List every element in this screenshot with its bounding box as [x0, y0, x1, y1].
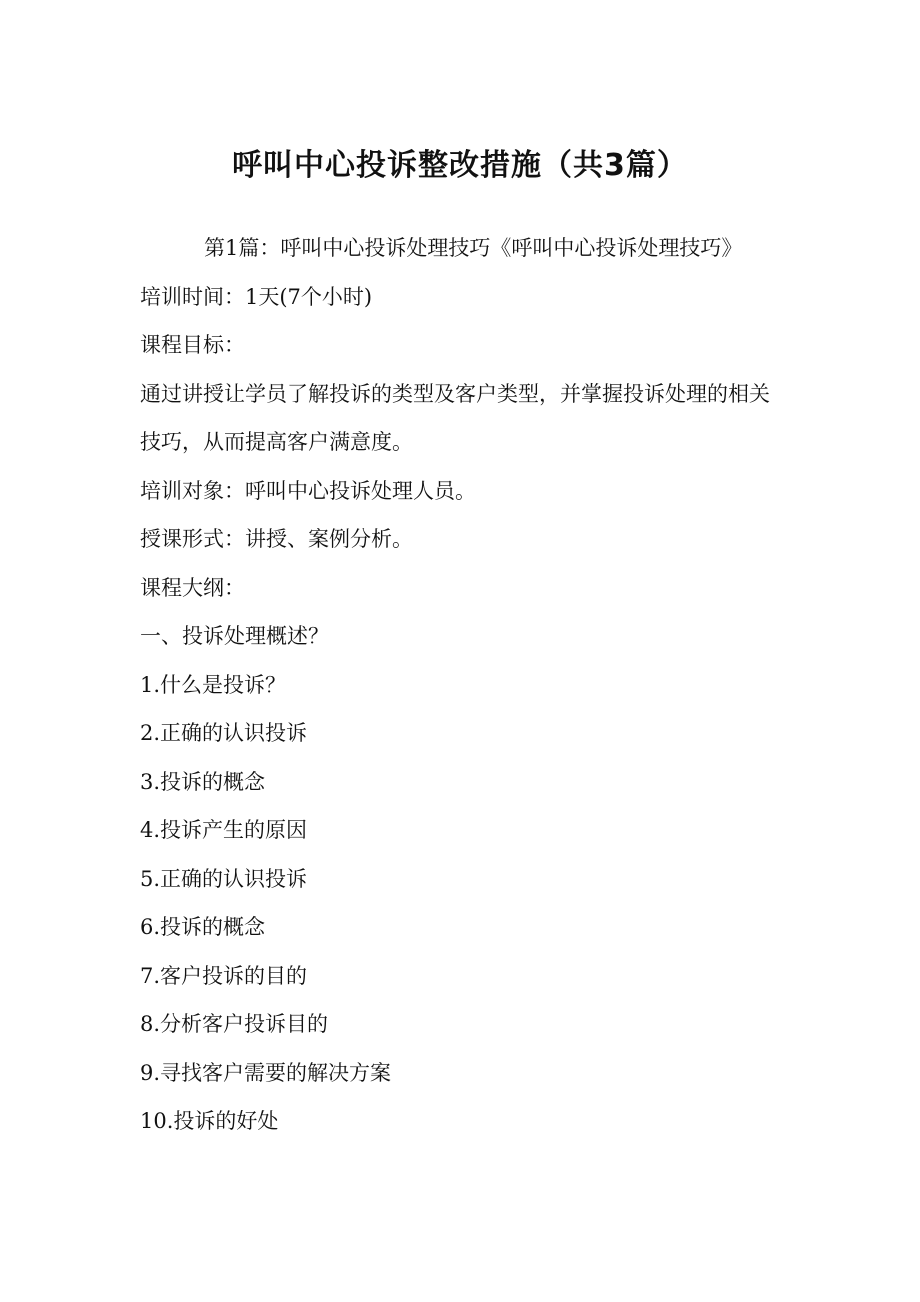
list-item: 9.寻找客户需要的解决方案 [140, 1060, 392, 1085]
document-body [140, 224, 780, 1146]
list-item: 10.投诉的好处 [140, 1109, 279, 1133]
section-heading: 第1篇：呼叫中心投诉处理技巧《呼叫中心投诉处理技巧》 [204, 236, 743, 260]
paragraph-training-time: 培训时间：1天(7个小时) [140, 284, 373, 309]
list-item: 5.正确的认识投诉 [140, 866, 308, 891]
list-item: 1.什么是投诉？ [140, 672, 287, 697]
document-title: 呼叫中心投诉整改措施（共3篇） [232, 148, 688, 183]
list-item: 3.投诉的概念 [140, 769, 266, 794]
list-item: 8.分析客户投诉目的 [140, 1012, 329, 1036]
paragraph-course-goal: 通过讲授让学员了解投诉的类型及客户类型，并掌握投诉处理的相关技巧，从而提高客户满意度。 [140, 381, 770, 454]
paragraph-training-audience: 培训对象：呼叫中心投诉处理人员。 [140, 478, 476, 503]
paragraph-teaching-format: 授课形式：讲授、案例分析。 [140, 527, 413, 551]
list-item: 6.投诉的概念 [140, 915, 266, 939]
outline-heading: 一、投诉处理概述？ [140, 624, 329, 648]
list-item: 7.客户投诉的目的 [140, 963, 308, 988]
paragraph-course-goal-label: 课程目标： [140, 333, 245, 357]
paragraph-outline-label: 课程大纲： [140, 575, 245, 600]
list-item: 4.投诉产生的原因 [140, 818, 308, 842]
list-item: 2.正确的认识投诉 [140, 721, 308, 745]
